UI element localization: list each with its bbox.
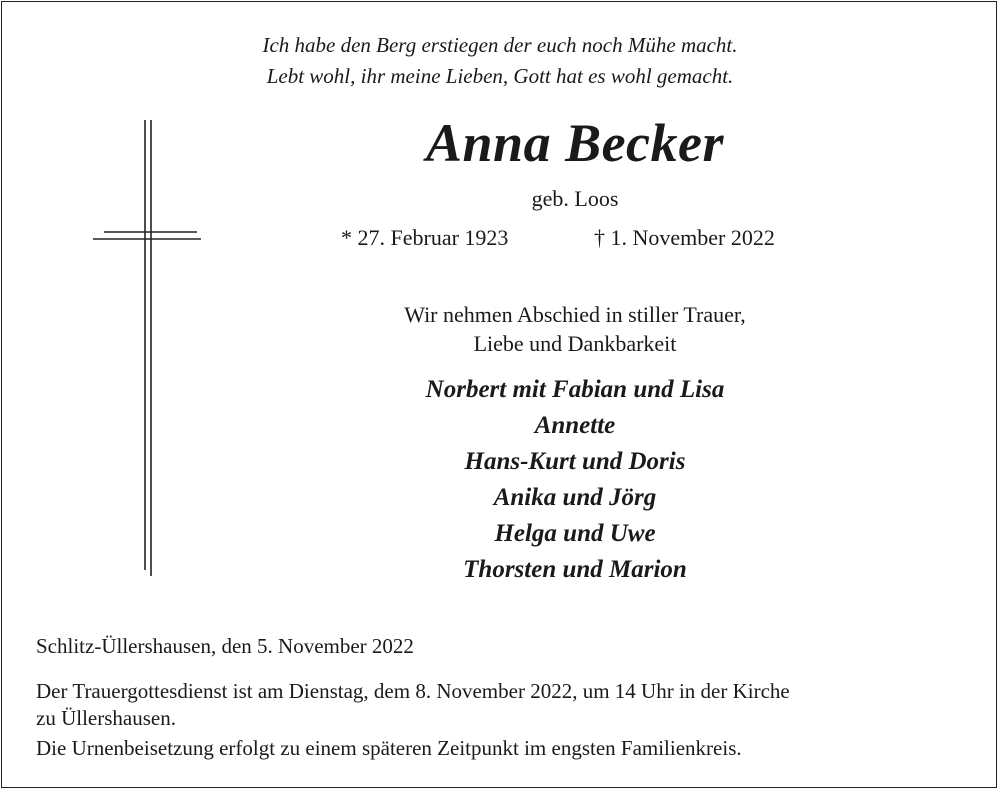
family-member: Helga und Uwe — [494, 520, 656, 547]
place-date: Schlitz-Üllershausen, den 5. November 2022 — [36, 634, 414, 658]
farewell-line-1: Wir nehmen Abschied in stiller Trauer, — [404, 302, 746, 327]
family-member: Hans-Kurt und Doris — [464, 448, 686, 475]
farewell-line-2: Liebe und Dankbarkeit — [473, 331, 677, 356]
family-member: Norbert mit Fabian und Lisa — [425, 376, 725, 403]
service-line-1: Der Trauergottesdienst ist am Dienstag, dem 8. November 2022, um 14 Uhr in der Kirche — [36, 679, 790, 703]
birth-date: * 27. Februar 1923 — [341, 225, 509, 250]
service-info — [36, 678, 976, 732]
family-list — [150, 372, 1000, 588]
family-member: Thorsten und Marion — [463, 556, 687, 583]
urn-info: Die Urnenbeisetzung erfolgt zu einem späteren Zeitpunkt im engsten Familienkreis. — [36, 736, 742, 760]
deceased-name: Anna Becker — [425, 113, 725, 173]
farewell-text — [150, 300, 1000, 358]
family-member: Anika und Jörg — [493, 484, 657, 511]
maiden-name: geb. Loos — [531, 186, 619, 211]
poem — [0, 30, 1000, 92]
service-line-2: zu Üllershausen. — [36, 706, 176, 730]
poem-line-1: Ich habe den Berg erstiegen der euch noch Mühe macht. — [262, 33, 738, 57]
death-date: † 1. November 2022 — [594, 225, 775, 250]
poem-line-2: Lebt wohl, ihr meine Lieben, Gott hat es wohl gemacht. — [266, 64, 734, 88]
family-member: Annette — [534, 412, 616, 439]
